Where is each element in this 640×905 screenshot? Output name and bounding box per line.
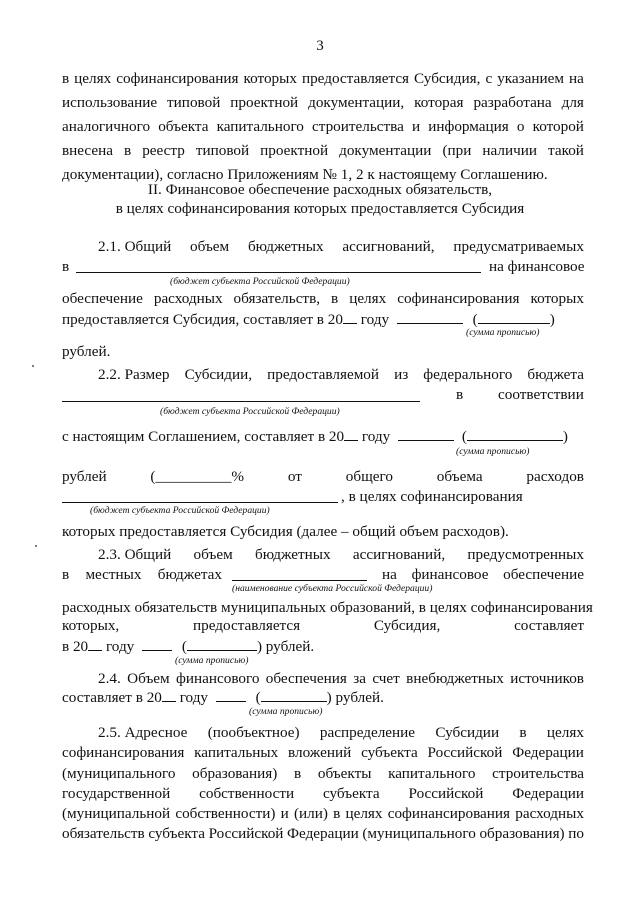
word: проектной — [260, 142, 329, 159]
p21-caption-budget: (бюджет субъекта Российской Федерации) — [170, 276, 350, 287]
p23-amount-blank — [142, 637, 172, 651]
word: разработана — [473, 94, 552, 111]
word: реестр — [142, 142, 185, 159]
word: предоставляется — [301, 70, 410, 87]
word: финансовое — [411, 566, 489, 583]
p21-line-1 — [98, 238, 584, 256]
p22-paren-open: ( — [461, 428, 467, 445]
word: (при — [442, 142, 472, 159]
p21-line-2-left: в — [62, 258, 70, 275]
word: строительства — [312, 118, 404, 135]
p25-line-1 — [98, 724, 584, 742]
p21-line-2-right: на финансовое — [489, 258, 585, 275]
word: расходов — [526, 468, 584, 485]
intro-line-4 — [62, 142, 584, 160]
p21-amount-blank — [397, 310, 463, 324]
word: которых — [530, 290, 584, 307]
p24-words-blank — [261, 688, 327, 702]
word: Федерации — [287, 825, 359, 842]
p24-caption-sum: (сумма прописью) — [249, 706, 323, 717]
word: источников — [510, 670, 584, 687]
word: счет — [372, 670, 400, 687]
word: 2.5. Адресное — [98, 724, 188, 741]
word: 2.3. Общий — [98, 546, 172, 563]
p25-line-3 — [62, 765, 584, 783]
word: расходных — [515, 805, 584, 822]
word: которых, — [62, 617, 120, 634]
p22-line-6: которых предоставляется Субсидия (далее – общий объем расходов). — [62, 523, 509, 540]
word: распределение — [319, 724, 416, 741]
word: капитального — [216, 118, 304, 135]
p23-line-2-a — [62, 566, 222, 584]
p22-line-2-in: в — [456, 386, 464, 403]
p24-line-2-c: ) рублей. — [326, 689, 384, 706]
word: Федерации — [512, 744, 584, 761]
word: государственной — [62, 785, 171, 802]
word: местных — [85, 566, 142, 583]
word: бюджетах — [157, 566, 222, 583]
word: софинансирования — [62, 744, 185, 761]
word: объема — [436, 468, 483, 485]
p21-blank-budget — [76, 272, 481, 273]
word: аналогичного — [62, 118, 151, 135]
p24-paren-open: ( — [255, 689, 261, 706]
word: целях — [546, 724, 584, 741]
p22-blank-budget — [62, 401, 420, 402]
p21-paren-open: ( — [472, 311, 478, 328]
p23-caption-sum: (сумма прописью) — [175, 655, 249, 666]
word: Российской — [208, 825, 284, 842]
p22-line-3-text: с настоящим Соглашением, составляет в 20 — [62, 428, 345, 445]
p22-line-4 — [62, 468, 584, 486]
intro-line-1 — [62, 70, 584, 88]
word: ассигнований, — [352, 546, 446, 563]
p21-words-blank — [478, 310, 550, 324]
word: использование — [62, 94, 158, 111]
word: и — [280, 805, 289, 822]
word: обеспечение — [62, 290, 143, 307]
p21-paren-close: ) — [549, 311, 555, 328]
word: такой — [548, 142, 584, 159]
word: Российской — [427, 744, 503, 761]
p24-amount-blank — [216, 688, 246, 702]
p23-paren-open: ( — [181, 638, 187, 655]
p22-line-1 — [98, 366, 584, 384]
word: финансового — [176, 670, 260, 687]
word: в — [519, 724, 527, 741]
word: (__________% — [150, 468, 245, 485]
word: в — [62, 566, 70, 583]
p23-year-blank — [88, 637, 102, 651]
word: предусмотренных — [467, 546, 584, 563]
word: в — [331, 290, 339, 307]
p23-line-3: расходных обязательств муниципальных образований, в целях софинансирования — [62, 599, 593, 616]
scan-speck — [32, 365, 34, 367]
word: бюджета — [527, 366, 584, 383]
p24-year-label: году — [179, 689, 209, 706]
p25-line-2 — [62, 744, 584, 762]
word: в — [294, 765, 302, 782]
p23-words-blank — [187, 637, 257, 651]
word: вложений — [288, 744, 352, 761]
word: собственности) — [175, 805, 276, 822]
p23-line-2-b — [382, 566, 584, 584]
word: типовой — [195, 142, 250, 159]
word: целях — [345, 805, 383, 822]
p21-year-blank — [343, 310, 357, 324]
p25-line-6 — [62, 825, 584, 843]
intro-line-5: документации), согласно Приложениям № 1, 2 к настоящему Соглашению. — [62, 166, 548, 183]
word: объем — [193, 546, 233, 563]
word: (или) — [293, 805, 328, 822]
word: предусматриваемых — [453, 238, 584, 255]
p21-line-3 — [62, 290, 584, 308]
p21-year-label: году — [360, 311, 390, 328]
word: софинансирования — [397, 290, 520, 307]
word: Объем — [127, 670, 170, 687]
word: составляет — [514, 617, 584, 634]
p22-line-5-right: , в целях софинансирования — [341, 488, 523, 505]
p23-line-4 — [62, 617, 584, 635]
p23-line-5-a: в 20 — [62, 638, 89, 655]
word: обязательств, — [233, 290, 321, 307]
word: субъекта — [323, 785, 380, 802]
p22-caption-sum: (сумма прописью) — [456, 446, 530, 457]
p24-year-blank — [162, 688, 176, 702]
word: на — [382, 566, 397, 583]
p22-year-label: году — [361, 428, 391, 445]
word: обеспечения — [265, 670, 347, 687]
word: которая — [414, 94, 464, 111]
p21-caption-sum: (сумма прописью) — [466, 327, 540, 338]
p25-line-4 — [62, 785, 584, 803]
word: 2.4. — [98, 670, 121, 687]
p23-line-5 — [62, 637, 314, 656]
word: Российской — [408, 785, 484, 802]
word: типовой — [167, 94, 221, 111]
p25-line-5 — [62, 805, 584, 823]
word: субъекта — [148, 825, 205, 842]
word: внебюджетных — [406, 670, 504, 687]
p23-year-label: году — [105, 638, 135, 655]
word: о — [516, 118, 525, 135]
word: которых — [243, 70, 297, 87]
word: объекты — [317, 765, 372, 782]
p24-line-2 — [62, 688, 384, 707]
word: целях — [349, 290, 387, 307]
word: образования) — [479, 825, 565, 842]
word: на — [569, 70, 584, 87]
word: Субсидия, — [373, 617, 441, 634]
word: софинансирования — [387, 805, 511, 822]
p24-line-1 — [98, 670, 584, 688]
word: (муниципального — [362, 825, 476, 842]
word: строительства — [492, 765, 584, 782]
word: объекта — [158, 118, 209, 135]
word: ассигнований, — [342, 238, 435, 255]
word: объем — [190, 238, 230, 255]
word: Субсидия, — [414, 70, 481, 87]
section-title-line-2: в целях софинансирования которых предоставляется Субсидия — [115, 200, 525, 217]
p21-line-4-text: предоставляется Субсидия, составляет в 20 — [62, 311, 343, 328]
word: 2.2. Размер — [98, 366, 170, 383]
p23-line-1 — [98, 546, 584, 564]
word: капитального — [388, 765, 476, 782]
word: проектной — [230, 94, 299, 111]
word: в — [333, 805, 341, 822]
word: (пообъектное) — [207, 724, 300, 741]
p22-words-blank — [467, 427, 563, 441]
p22-blank-budget-2 — [62, 502, 338, 503]
p22-paren-close: ) — [562, 428, 568, 445]
word: (муниципальной — [62, 805, 171, 822]
word: Федерации — [512, 785, 584, 802]
p21-line-5: рублей. — [62, 343, 111, 360]
intro-line-3 — [62, 118, 584, 136]
word: обязательств — [62, 825, 145, 842]
intro-line-2 — [62, 94, 584, 112]
p23-caption-name: (наименование субъекта Российской Федерации) — [232, 583, 433, 594]
p23-blank-name — [232, 580, 367, 581]
word: которой — [532, 118, 584, 135]
p22-line-3 — [62, 427, 568, 446]
word: информация — [428, 118, 509, 135]
word: наличии — [482, 142, 538, 159]
word: в — [62, 70, 70, 87]
word: собственности — [199, 785, 295, 802]
word: обеспечение — [503, 566, 584, 583]
word: бюджетных — [254, 546, 331, 563]
word: софинансирования — [116, 70, 239, 87]
word: общего — [345, 468, 393, 485]
page-number: 3 — [316, 38, 324, 54]
word: субъекта — [361, 744, 418, 761]
scan-speck — [35, 545, 37, 547]
word: Субсидии, — [184, 366, 253, 383]
p22-line-2-right: соответствии — [498, 386, 584, 403]
p22-caption-budget-2: (бюджет субъекта Российской Федерации) — [90, 505, 270, 516]
word: документации, — [308, 94, 405, 111]
word: из — [394, 366, 409, 383]
p23-line-5-c: ) рублей. — [256, 638, 315, 655]
p24-line-2-a: составляет в 20 — [62, 689, 162, 706]
word: предоставляется — [193, 617, 301, 634]
p22-amount-blank — [398, 427, 454, 441]
word: целях — [74, 70, 112, 87]
word: образования) — [192, 765, 278, 782]
word: внесена — [62, 142, 113, 159]
word: за — [353, 670, 366, 687]
word: по — [568, 825, 584, 842]
word: рублей — [62, 468, 107, 485]
word: указанием — [497, 70, 565, 87]
word: бюджетных — [247, 238, 324, 255]
word: и — [411, 118, 421, 135]
word: от — [287, 468, 302, 485]
word: федерального — [423, 366, 513, 383]
p22-year-blank — [344, 427, 358, 441]
p22-caption-budget: (бюджет субъекта Российской Федерации) — [160, 406, 340, 417]
word: предоставляемой — [267, 366, 380, 383]
word: Субсидии — [435, 724, 500, 741]
word: расходных — [153, 290, 223, 307]
word: 2.1. Общий — [98, 238, 172, 255]
word: документации — [339, 142, 432, 159]
word: капитальных — [194, 744, 279, 761]
word: с — [485, 70, 493, 87]
section-title-line-1: II. Финансовое обеспечение расходных обязательств, — [147, 181, 493, 198]
word: для — [561, 94, 584, 111]
word: в — [124, 142, 132, 159]
word: (муниципального — [62, 765, 176, 782]
